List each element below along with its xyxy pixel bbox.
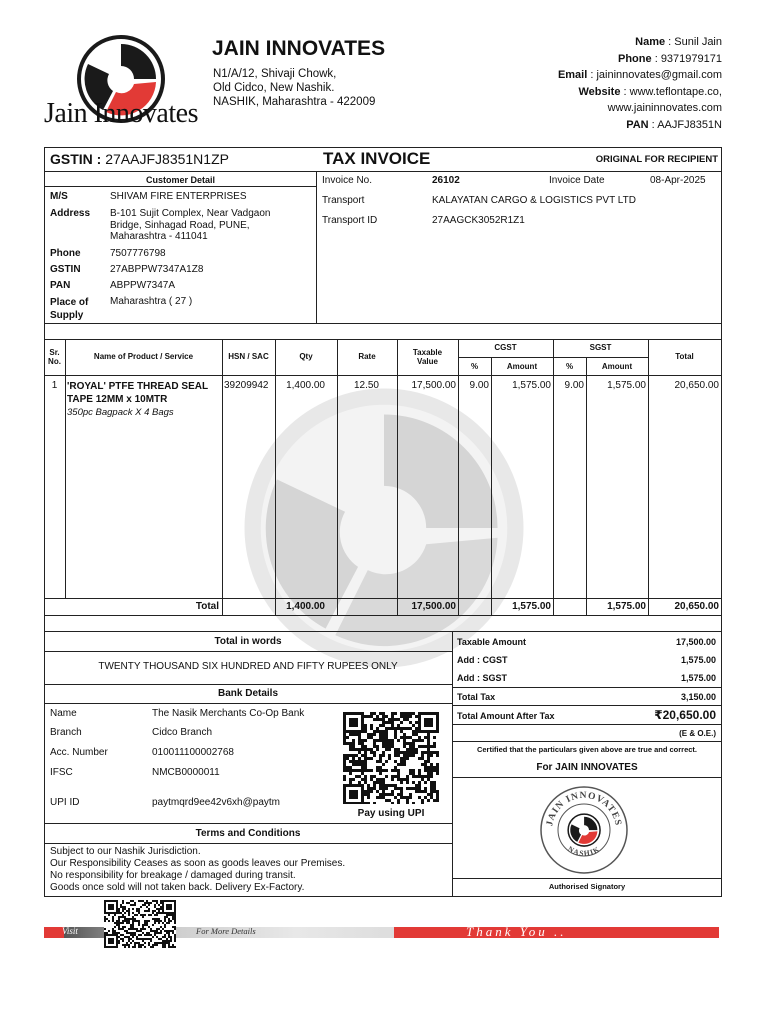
bank-name-value: The Nasik Merchants Co-Op Bank bbox=[152, 708, 305, 719]
col-taxable-line: Value bbox=[417, 357, 438, 366]
contact-phone-label: Phone bbox=[618, 52, 652, 65]
product-name: 'ROYAL' PTFE THREAD SEAL bbox=[67, 381, 209, 392]
terms-item: Goods once sold will not taken back. Delivery Ex-Factory. bbox=[50, 882, 305, 893]
row-taxable: 17,500.00 bbox=[411, 380, 456, 391]
invoice-date-label: Invoice Date bbox=[549, 175, 605, 186]
contact-phone: 9371979171 bbox=[660, 52, 722, 65]
summary-sgst-value: 1,575.00 bbox=[680, 673, 716, 683]
row-product bbox=[67, 380, 221, 419]
bank-ifsc-value: NMCB0000011 bbox=[152, 767, 220, 778]
row-sgst-amount: 1,575.00 bbox=[607, 380, 646, 391]
gstin-value: 27ABPPW7347A1Z8 bbox=[110, 264, 204, 275]
contact-website-label: Website bbox=[578, 85, 621, 98]
logo-wordmark: Jain Innovates bbox=[44, 98, 198, 129]
company-seal bbox=[538, 784, 630, 876]
contact-pan: AAJFJ8351N bbox=[657, 118, 722, 131]
row-sgst-pct: 9.00 bbox=[564, 380, 584, 391]
col-cgst: CGST bbox=[494, 343, 517, 352]
address-line: B-101 Sujit Complex, Near Vadgaon bbox=[110, 208, 271, 219]
colon: : bbox=[654, 52, 658, 65]
col-hsn: HSN / SAC bbox=[228, 352, 269, 361]
contact-name: Sunil Jain bbox=[674, 36, 722, 48]
pan-value: ABPPW7347A bbox=[110, 280, 176, 291]
pan-label: PAN bbox=[50, 280, 71, 291]
bank-heading: Bank Details bbox=[217, 688, 279, 699]
colon: : bbox=[623, 85, 627, 98]
terms-item: No responsibility for breakage / damaged during transit. bbox=[50, 870, 296, 881]
footer-thanks: Thank You .. bbox=[466, 924, 567, 939]
for-company: For JAIN INNOVATES bbox=[536, 762, 638, 773]
bank-acc-value: 010011100002768 bbox=[152, 747, 234, 758]
summary-after-value: ₹20,650.00 bbox=[654, 708, 716, 722]
address-label: Address bbox=[50, 208, 91, 219]
pos-label bbox=[50, 296, 88, 322]
terms-item: Our Responsibility Ceases as soon as goods leaves our Premises. bbox=[50, 858, 346, 869]
gstin-label: GSTIN bbox=[50, 264, 81, 275]
seal-bottom-text: NASHIK bbox=[566, 844, 602, 858]
product-description: 350pc Bagpack X 4 Bags bbox=[67, 407, 174, 418]
col-qty: Qty bbox=[299, 352, 313, 361]
row-hsn: 39209942 bbox=[224, 380, 269, 391]
col-cgst-amount: Amount bbox=[506, 362, 538, 371]
bank-name-label: Name bbox=[50, 708, 77, 719]
col-sr-line: Sr. bbox=[49, 348, 60, 357]
bank-branch-value: Cidco Branch bbox=[152, 727, 213, 738]
col-total: Total bbox=[675, 352, 694, 361]
footer-more: For More Details bbox=[196, 926, 256, 936]
website-qr-code[interactable] bbox=[104, 900, 176, 948]
invoice-no-value: 26102 bbox=[432, 175, 460, 186]
invoice-date-value: 08-Apr-2025 bbox=[650, 175, 706, 186]
company-address bbox=[213, 67, 375, 109]
address-line: Old Cidco, New Nashik. bbox=[213, 82, 335, 94]
invoice-meta bbox=[322, 175, 718, 235]
customer-heading: Customer Detail bbox=[145, 175, 216, 185]
totals-taxable: 17,500.00 bbox=[411, 601, 456, 612]
col-sr-line: No. bbox=[48, 357, 61, 366]
contact-block bbox=[422, 34, 722, 133]
address-line: Bridge, Sinhagad Road, PUNE, bbox=[110, 219, 250, 231]
colon: : bbox=[668, 36, 672, 48]
ms-value: SHIVAM FIRE ENTERPRISES bbox=[110, 191, 247, 202]
col-rate: Rate bbox=[358, 352, 376, 361]
col-sgst-amount: Amount bbox=[601, 362, 633, 371]
col-taxable bbox=[397, 348, 458, 366]
words-heading: Total in words bbox=[214, 636, 282, 647]
certified-text: Certified that the particulars given above are true and correct. bbox=[476, 745, 698, 754]
invoice-copy: ORIGINAL FOR RECIPIENT bbox=[595, 154, 718, 165]
row-cgst-amount: 1,575.00 bbox=[512, 380, 551, 391]
totals-qty: 1,400.00 bbox=[286, 601, 325, 612]
bank-ifsc-label: IFSC bbox=[50, 767, 73, 778]
bank-upi-label: UPI ID bbox=[50, 797, 80, 808]
totals-cgst: 1,575.00 bbox=[512, 601, 551, 612]
pos-label-line: Supply bbox=[50, 310, 84, 321]
contact-website-1[interactable]: www.teflontape.co, bbox=[629, 85, 722, 98]
contact-name-label: Name bbox=[635, 36, 666, 48]
transport-label: Transport bbox=[322, 195, 365, 206]
transport-id-label: Transport ID bbox=[322, 215, 378, 226]
col-taxable-line: Taxable bbox=[412, 348, 443, 357]
contact-website-2[interactable]: www.jaininnovates.com bbox=[607, 102, 722, 114]
product-name: TAPE 12MM x 10MTR bbox=[67, 394, 168, 405]
address-line: NASHIK, Maharashtra - 422009 bbox=[213, 96, 376, 108]
row-qty: 1,400.00 bbox=[286, 380, 325, 391]
summary-sgst-label: Add : SGST bbox=[457, 673, 507, 683]
col-sgst: SGST bbox=[589, 343, 612, 352]
address-line: Maharashtra - 411041 bbox=[110, 231, 208, 242]
phone-label: Phone bbox=[50, 248, 81, 259]
row-cgst-pct: 9.00 bbox=[469, 380, 489, 391]
words-value: TWENTY THOUSAND SIX HUNDRED AND FIFTY RUPEES ONLY bbox=[98, 661, 398, 672]
summary-tax-value: 3,150.00 bbox=[680, 692, 716, 702]
gstin-label: GSTIN : bbox=[50, 151, 102, 167]
summary-taxable-label: Taxable Amount bbox=[457, 637, 527, 647]
address-line: N1/A/12, Shivaji Chowk, bbox=[213, 68, 337, 80]
col-cgst-pct: % bbox=[470, 362, 479, 371]
row-rate: 12.50 bbox=[353, 380, 379, 391]
terms-heading: Terms and Conditions bbox=[195, 828, 301, 839]
bank-acc-label: Acc. Number bbox=[50, 747, 108, 758]
col-name: Name of Product / Service bbox=[93, 352, 194, 361]
summary-cgst-label: Add : CGST bbox=[457, 655, 508, 665]
bank-branch-label: Branch bbox=[50, 727, 82, 738]
gstin-value: 27AAJFJ8351N1ZP bbox=[105, 151, 229, 167]
gstin-row bbox=[50, 151, 229, 167]
summary-tax-label: Total Tax bbox=[457, 692, 496, 702]
invoice-no-label: Invoice No. bbox=[322, 175, 373, 186]
authorised-signatory: Authorised Signatory bbox=[548, 882, 626, 891]
pay-using-upi: Pay using UPI bbox=[357, 808, 425, 819]
summary-cgst-value: 1,575.00 bbox=[680, 655, 716, 665]
totals-total: 20,650.00 bbox=[674, 601, 719, 612]
transport-id-value: 27AAGCK3052R1Z1 bbox=[432, 215, 525, 226]
pos-value: Maharashtra ( 27 ) bbox=[110, 296, 193, 307]
summary-taxable-value: 17,500.00 bbox=[675, 637, 716, 647]
invoice-title: TAX INVOICE bbox=[323, 149, 431, 168]
bank-upi-value: paytmqrd9ee42v6xh@paytm bbox=[152, 797, 280, 808]
phone-value: 7507776798 bbox=[110, 248, 166, 259]
col-sr bbox=[44, 348, 65, 366]
terms-list bbox=[50, 846, 345, 894]
col-sgst-pct: % bbox=[565, 362, 574, 371]
company-name: JAIN INNOVATES bbox=[212, 37, 386, 60]
upi-qr-code[interactable] bbox=[343, 712, 439, 804]
contact-email[interactable]: jaininnovates@gmail.com bbox=[596, 69, 722, 81]
totals-label: Total bbox=[195, 601, 219, 612]
row-total: 20,650.00 bbox=[674, 380, 719, 391]
footer-visit: Visit bbox=[62, 926, 78, 936]
colon: : bbox=[590, 69, 594, 81]
address-value bbox=[110, 208, 270, 243]
row-sr: 1 bbox=[51, 380, 58, 391]
eoe: (E & O.E.) bbox=[679, 729, 716, 738]
terms-item: Subject to our Nashik Jurisdiction. bbox=[50, 846, 201, 857]
seal-top-text: JAIN INNOVATES bbox=[545, 790, 623, 828]
colon: : bbox=[651, 118, 655, 131]
contact-email-label: Email bbox=[557, 69, 588, 81]
summary-after-label: Total Amount After Tax bbox=[457, 711, 555, 721]
ms-label: M/S bbox=[50, 191, 68, 202]
pos-label-line: Place of bbox=[50, 297, 89, 308]
transport-value: KALAYATAN CARGO & LOGISTICS PVT LTD bbox=[432, 195, 636, 206]
totals-sgst: 1,575.00 bbox=[607, 601, 646, 612]
contact-pan-label: PAN bbox=[626, 118, 649, 131]
